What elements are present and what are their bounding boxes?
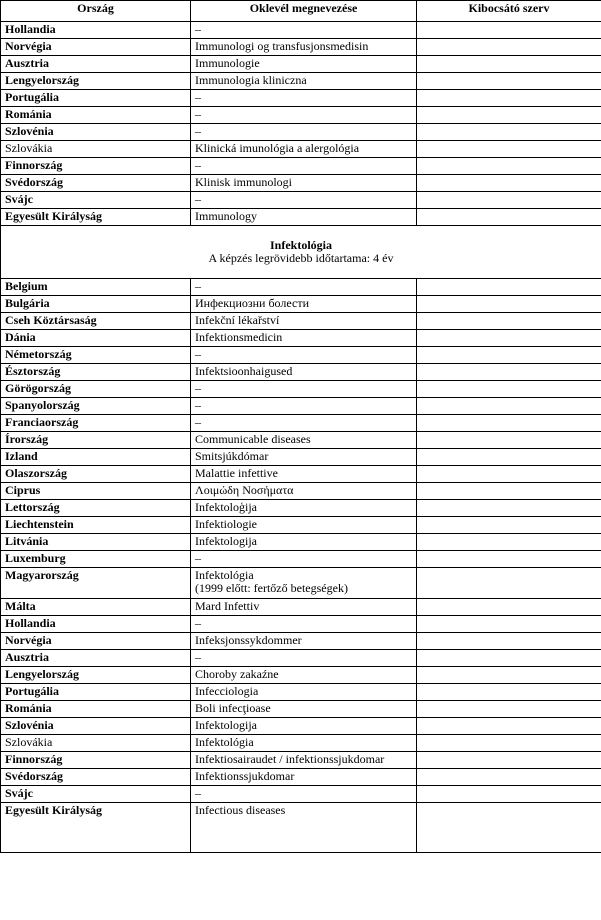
country-cell: Magyarország <box>1 568 191 599</box>
table-row <box>1 158 601 175</box>
issuer-cell <box>417 735 601 752</box>
table-row <box>1 124 601 141</box>
section-cell <box>1 226 601 279</box>
diploma-cell <box>191 568 417 599</box>
issuer-cell <box>417 650 601 667</box>
issuer-cell <box>417 22 601 39</box>
diploma-cell: Infectious diseases <box>191 803 417 853</box>
diploma-cell: Immunologie <box>191 56 417 73</box>
country-cell: Lengyelország <box>1 73 191 90</box>
diploma-cell: Infektsioonhaigused <box>191 364 417 381</box>
diploma-cell: Immunology <box>191 209 417 226</box>
table-row <box>1 650 601 667</box>
country-cell: Portugália <box>1 684 191 701</box>
diploma-cell: Choroby zakaźne <box>191 667 417 684</box>
table-row <box>1 296 601 313</box>
diploma-cell: – <box>191 279 417 296</box>
table-row <box>1 735 601 752</box>
table-row <box>1 415 601 432</box>
country-cell: Észtország <box>1 364 191 381</box>
issuer-cell <box>417 313 601 330</box>
table-row <box>1 22 601 39</box>
table-row <box>1 517 601 534</box>
issuer-cell <box>417 192 601 209</box>
issuer-cell <box>417 752 601 769</box>
issuer-cell <box>417 803 601 853</box>
country-cell: Dánia <box>1 330 191 347</box>
diploma-cell: Communicable diseases <box>191 432 417 449</box>
table-row <box>1 381 601 398</box>
section-title: Infektológia <box>269 238 332 252</box>
issuer-cell <box>417 517 601 534</box>
country-cell: Franciaország <box>1 415 191 432</box>
header-row <box>1 1 601 22</box>
issuer-cell <box>417 568 601 599</box>
header-diploma: Oklevél megnevezése <box>191 1 417 22</box>
issuer-cell <box>417 73 601 90</box>
country-cell: Luxemburg <box>1 551 191 568</box>
table-row <box>1 599 601 616</box>
country-cell: Liechtenstein <box>1 517 191 534</box>
diploma-cell: – <box>191 616 417 633</box>
table-row <box>1 483 601 500</box>
issuer-cell <box>417 39 601 56</box>
section-row <box>1 226 601 279</box>
table-row <box>1 141 601 158</box>
section-header <box>1 226 601 279</box>
country-cell: Egyesült Királyság <box>1 209 191 226</box>
diploma-cell: Infektologija <box>191 718 417 735</box>
diploma-cell: – <box>191 347 417 364</box>
issuer-cell <box>417 141 601 158</box>
country-cell: Ciprus <box>1 483 191 500</box>
table-row <box>1 73 601 90</box>
issuer-cell <box>417 599 601 616</box>
diploma-cell: – <box>191 22 417 39</box>
issuer-cell <box>417 107 601 124</box>
table-row <box>1 313 601 330</box>
table-row <box>1 667 601 684</box>
table-row <box>1 90 601 107</box>
country-cell: Svájc <box>1 786 191 803</box>
issuer-cell <box>417 786 601 803</box>
issuer-cell <box>417 364 601 381</box>
country-cell: Románia <box>1 701 191 718</box>
issuer-cell <box>417 124 601 141</box>
diploma-cell: – <box>191 551 417 568</box>
header-issuer: Kibocsátó szerv <box>417 1 601 22</box>
diploma-cell: Infektoloģija <box>191 500 417 517</box>
issuer-cell <box>417 769 601 786</box>
country-cell: Cseh Köztársaság <box>1 313 191 330</box>
diploma-cell: – <box>191 381 417 398</box>
country-cell: Szlovénia <box>1 718 191 735</box>
header-country: Ország <box>1 1 191 22</box>
country-cell: Ausztria <box>1 56 191 73</box>
table-row <box>1 633 601 650</box>
country-cell: Málta <box>1 599 191 616</box>
country-cell: Finnország <box>1 158 191 175</box>
country-cell: Szlovákia <box>1 141 191 158</box>
table-row <box>1 718 601 735</box>
table-row <box>1 347 601 364</box>
country-cell: Hollandia <box>1 22 191 39</box>
diploma-cell: – <box>191 415 417 432</box>
table-row <box>1 616 601 633</box>
table-row <box>1 466 601 483</box>
diploma-cell: Mard Infettiv <box>191 599 417 616</box>
country-cell: Szlovákia <box>1 735 191 752</box>
diploma-cell: – <box>191 398 417 415</box>
diploma-note: (1999 előtt: fertőző betegségek) <box>195 581 348 595</box>
diploma-cell: – <box>191 786 417 803</box>
table-row <box>1 534 601 551</box>
diploma-cell: – <box>191 158 417 175</box>
issuer-cell <box>417 209 601 226</box>
country-cell: Bulgária <box>1 296 191 313</box>
issuer-cell <box>417 551 601 568</box>
country-cell: Svájc <box>1 192 191 209</box>
table-row <box>1 398 601 415</box>
diploma-cell: – <box>191 192 417 209</box>
diploma-cell: Malattie infettive <box>191 466 417 483</box>
issuer-cell <box>417 701 601 718</box>
country-cell: Görögország <box>1 381 191 398</box>
table-row <box>1 449 601 466</box>
diploma-cell: Λοιμώδη Νοσήματα <box>191 483 417 500</box>
issuer-cell <box>417 500 601 517</box>
country-cell: Egyesült Királyság <box>1 803 191 853</box>
issuer-cell <box>417 667 601 684</box>
issuer-cell <box>417 415 601 432</box>
diploma-cell: Klinisk immunologi <box>191 175 417 192</box>
table-row <box>1 803 601 853</box>
issuer-cell <box>417 175 601 192</box>
table-row <box>1 701 601 718</box>
issuer-cell <box>417 718 601 735</box>
issuer-cell <box>417 158 601 175</box>
issuer-cell <box>417 90 601 107</box>
diploma-cell: – <box>191 124 417 141</box>
immunology-rows <box>1 22 601 226</box>
country-cell: Portugália <box>1 90 191 107</box>
issuer-cell <box>417 633 601 650</box>
diploma-cell: Immunologia kliniczna <box>191 73 417 90</box>
table-row <box>1 175 601 192</box>
diploma-cell: Infeksjonssykdommer <box>191 633 417 650</box>
diploma-cell: – <box>191 650 417 667</box>
diploma-cell: Smitsjúkdómar <box>191 449 417 466</box>
diploma-cell: – <box>191 107 417 124</box>
country-cell: Belgium <box>1 279 191 296</box>
issuer-cell <box>417 534 601 551</box>
diploma-cell: Infektológia <box>191 735 417 752</box>
issuer-cell <box>417 684 601 701</box>
diploma-cell: Klinická imunológia a alergológia <box>191 141 417 158</box>
table-row <box>1 568 601 599</box>
country-cell: Lengyelország <box>1 667 191 684</box>
table-row <box>1 500 601 517</box>
issuer-cell <box>417 483 601 500</box>
country-cell: Ausztria <box>1 650 191 667</box>
table-row <box>1 39 601 56</box>
diploma-cell: Infecciologia <box>191 684 417 701</box>
diploma-cell: Infektiologie <box>191 517 417 534</box>
country-cell: Olaszország <box>1 466 191 483</box>
country-cell: Finnország <box>1 752 191 769</box>
diploma-cell: Infekční lékařství <box>191 313 417 330</box>
issuer-cell <box>417 398 601 415</box>
table-row <box>1 432 601 449</box>
issuer-cell <box>417 279 601 296</box>
diploma-cell: – <box>191 90 417 107</box>
table-row <box>1 684 601 701</box>
issuer-cell <box>417 616 601 633</box>
diploma-cell: Infektionsmedicin <box>191 330 417 347</box>
country-cell: Izland <box>1 449 191 466</box>
country-cell: Norvégia <box>1 633 191 650</box>
diploma-cell: Infektiosairaudet / infektionssjukdomar <box>191 752 417 769</box>
table-row <box>1 786 601 803</box>
country-cell: Németország <box>1 347 191 364</box>
table-row <box>1 56 601 73</box>
country-cell: Hollandia <box>1 616 191 633</box>
issuer-cell <box>417 56 601 73</box>
country-cell: Spanyolország <box>1 398 191 415</box>
diploma-line: Infektológia <box>195 568 254 582</box>
country-cell: Írország <box>1 432 191 449</box>
diploma-cell: Infektionssjukdomar <box>191 769 417 786</box>
country-cell: Románia <box>1 107 191 124</box>
country-cell: Litvánia <box>1 534 191 551</box>
country-cell: Svédország <box>1 175 191 192</box>
diploma-cell: Immunologi og transfusjonsmedisin <box>191 39 417 56</box>
table-row <box>1 192 601 209</box>
table-row <box>1 551 601 568</box>
infectology-rows <box>1 279 601 853</box>
diploma-cell: Infektologija <box>191 534 417 551</box>
table-row <box>1 769 601 786</box>
country-cell: Szlovénia <box>1 124 191 141</box>
table-row <box>1 330 601 347</box>
table-row <box>1 209 601 226</box>
country-cell: Svédország <box>1 769 191 786</box>
issuer-cell <box>417 330 601 347</box>
diploma-cell: Инфекциозни болести <box>191 296 417 313</box>
table-row <box>1 752 601 769</box>
section-subtitle: A képzés legrövidebb időtartama: 4 év <box>208 251 394 265</box>
issuer-cell <box>417 296 601 313</box>
table-row <box>1 364 601 381</box>
diploma-cell: Boli infecţioase <box>191 701 417 718</box>
table-row <box>1 279 601 296</box>
issuer-cell <box>417 381 601 398</box>
country-cell: Norvégia <box>1 39 191 56</box>
issuer-cell <box>417 347 601 364</box>
issuer-cell <box>417 449 601 466</box>
table-row <box>1 107 601 124</box>
country-cell: Lettország <box>1 500 191 517</box>
issuer-cell <box>417 466 601 483</box>
issuer-cell <box>417 432 601 449</box>
